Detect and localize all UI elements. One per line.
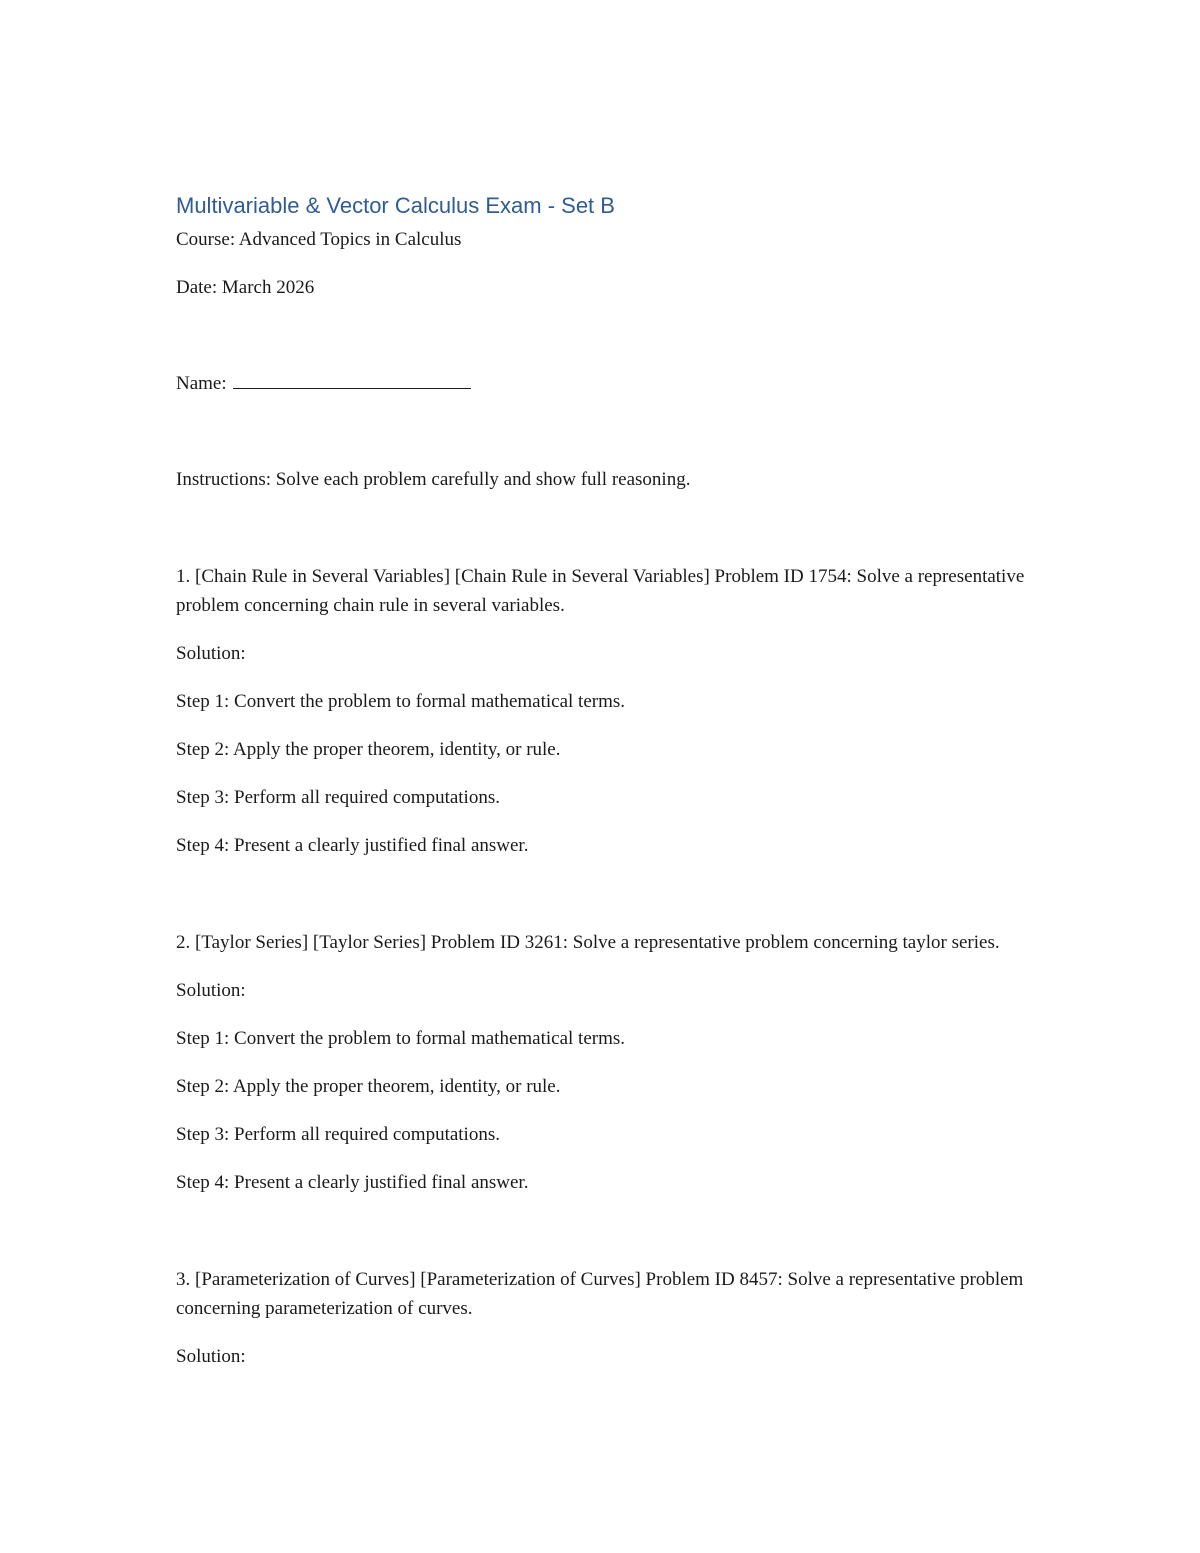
- name-blank-line: [233, 370, 471, 389]
- instructions: Instructions: Solve each problem carefully and show full reasoning.: [176, 469, 691, 490]
- date-line: Date: March 2026: [176, 277, 315, 298]
- problem-1: [176, 562, 1026, 860]
- solution-label: Solution:: [176, 643, 246, 664]
- document-content: [176, 192, 1026, 1371]
- problem-3: [176, 1265, 1026, 1371]
- problems-list: [176, 562, 1026, 1371]
- solution-label: Solution:: [176, 980, 246, 1001]
- solution-step: Step 4: Present a clearly justified final answer.: [176, 835, 529, 856]
- problem-text: 1. [Chain Rule in Several Variables] [Chain Rule in Several Variables] Problem ID 1754: Solve a representative problem concerning chain rule in several variables.: [176, 566, 1025, 616]
- problem-2: [176, 928, 1026, 1197]
- solution-step: Step 2: Apply the proper theorem, identity, or rule.: [176, 1076, 561, 1097]
- solution-step: Step 1: Convert the problem to formal mathematical terms.: [176, 1028, 626, 1049]
- problem-text: 3. [Parameterization of Curves] [Parameterization of Curves] Problem ID 8457: Solve a representative problem concerning parameterization of curves.: [176, 1269, 1024, 1319]
- solution-step: Step 1: Convert the problem to formal mathematical terms.: [176, 691, 626, 712]
- problem-text: 2. [Taylor Series] [Taylor Series] Problem ID 3261: Solve a representative problem concerning taylor series.: [176, 932, 1000, 953]
- solution-step: Step 3: Perform all required computations.: [176, 787, 500, 808]
- solution-label: Solution:: [176, 1346, 246, 1367]
- name-label: Name:: [176, 373, 227, 394]
- exam-title: Multivariable & Vector Calculus Exam - Set B: [176, 193, 615, 218]
- solution-step: Step 2: Apply the proper theorem, identity, or rule.: [176, 739, 561, 760]
- name-line: [176, 370, 1026, 398]
- course-line: Course: Advanced Topics in Calculus: [176, 229, 462, 250]
- solution-step: Step 3: Perform all required computations.: [176, 1124, 500, 1145]
- solution-step: Step 4: Present a clearly justified final answer.: [176, 1172, 529, 1193]
